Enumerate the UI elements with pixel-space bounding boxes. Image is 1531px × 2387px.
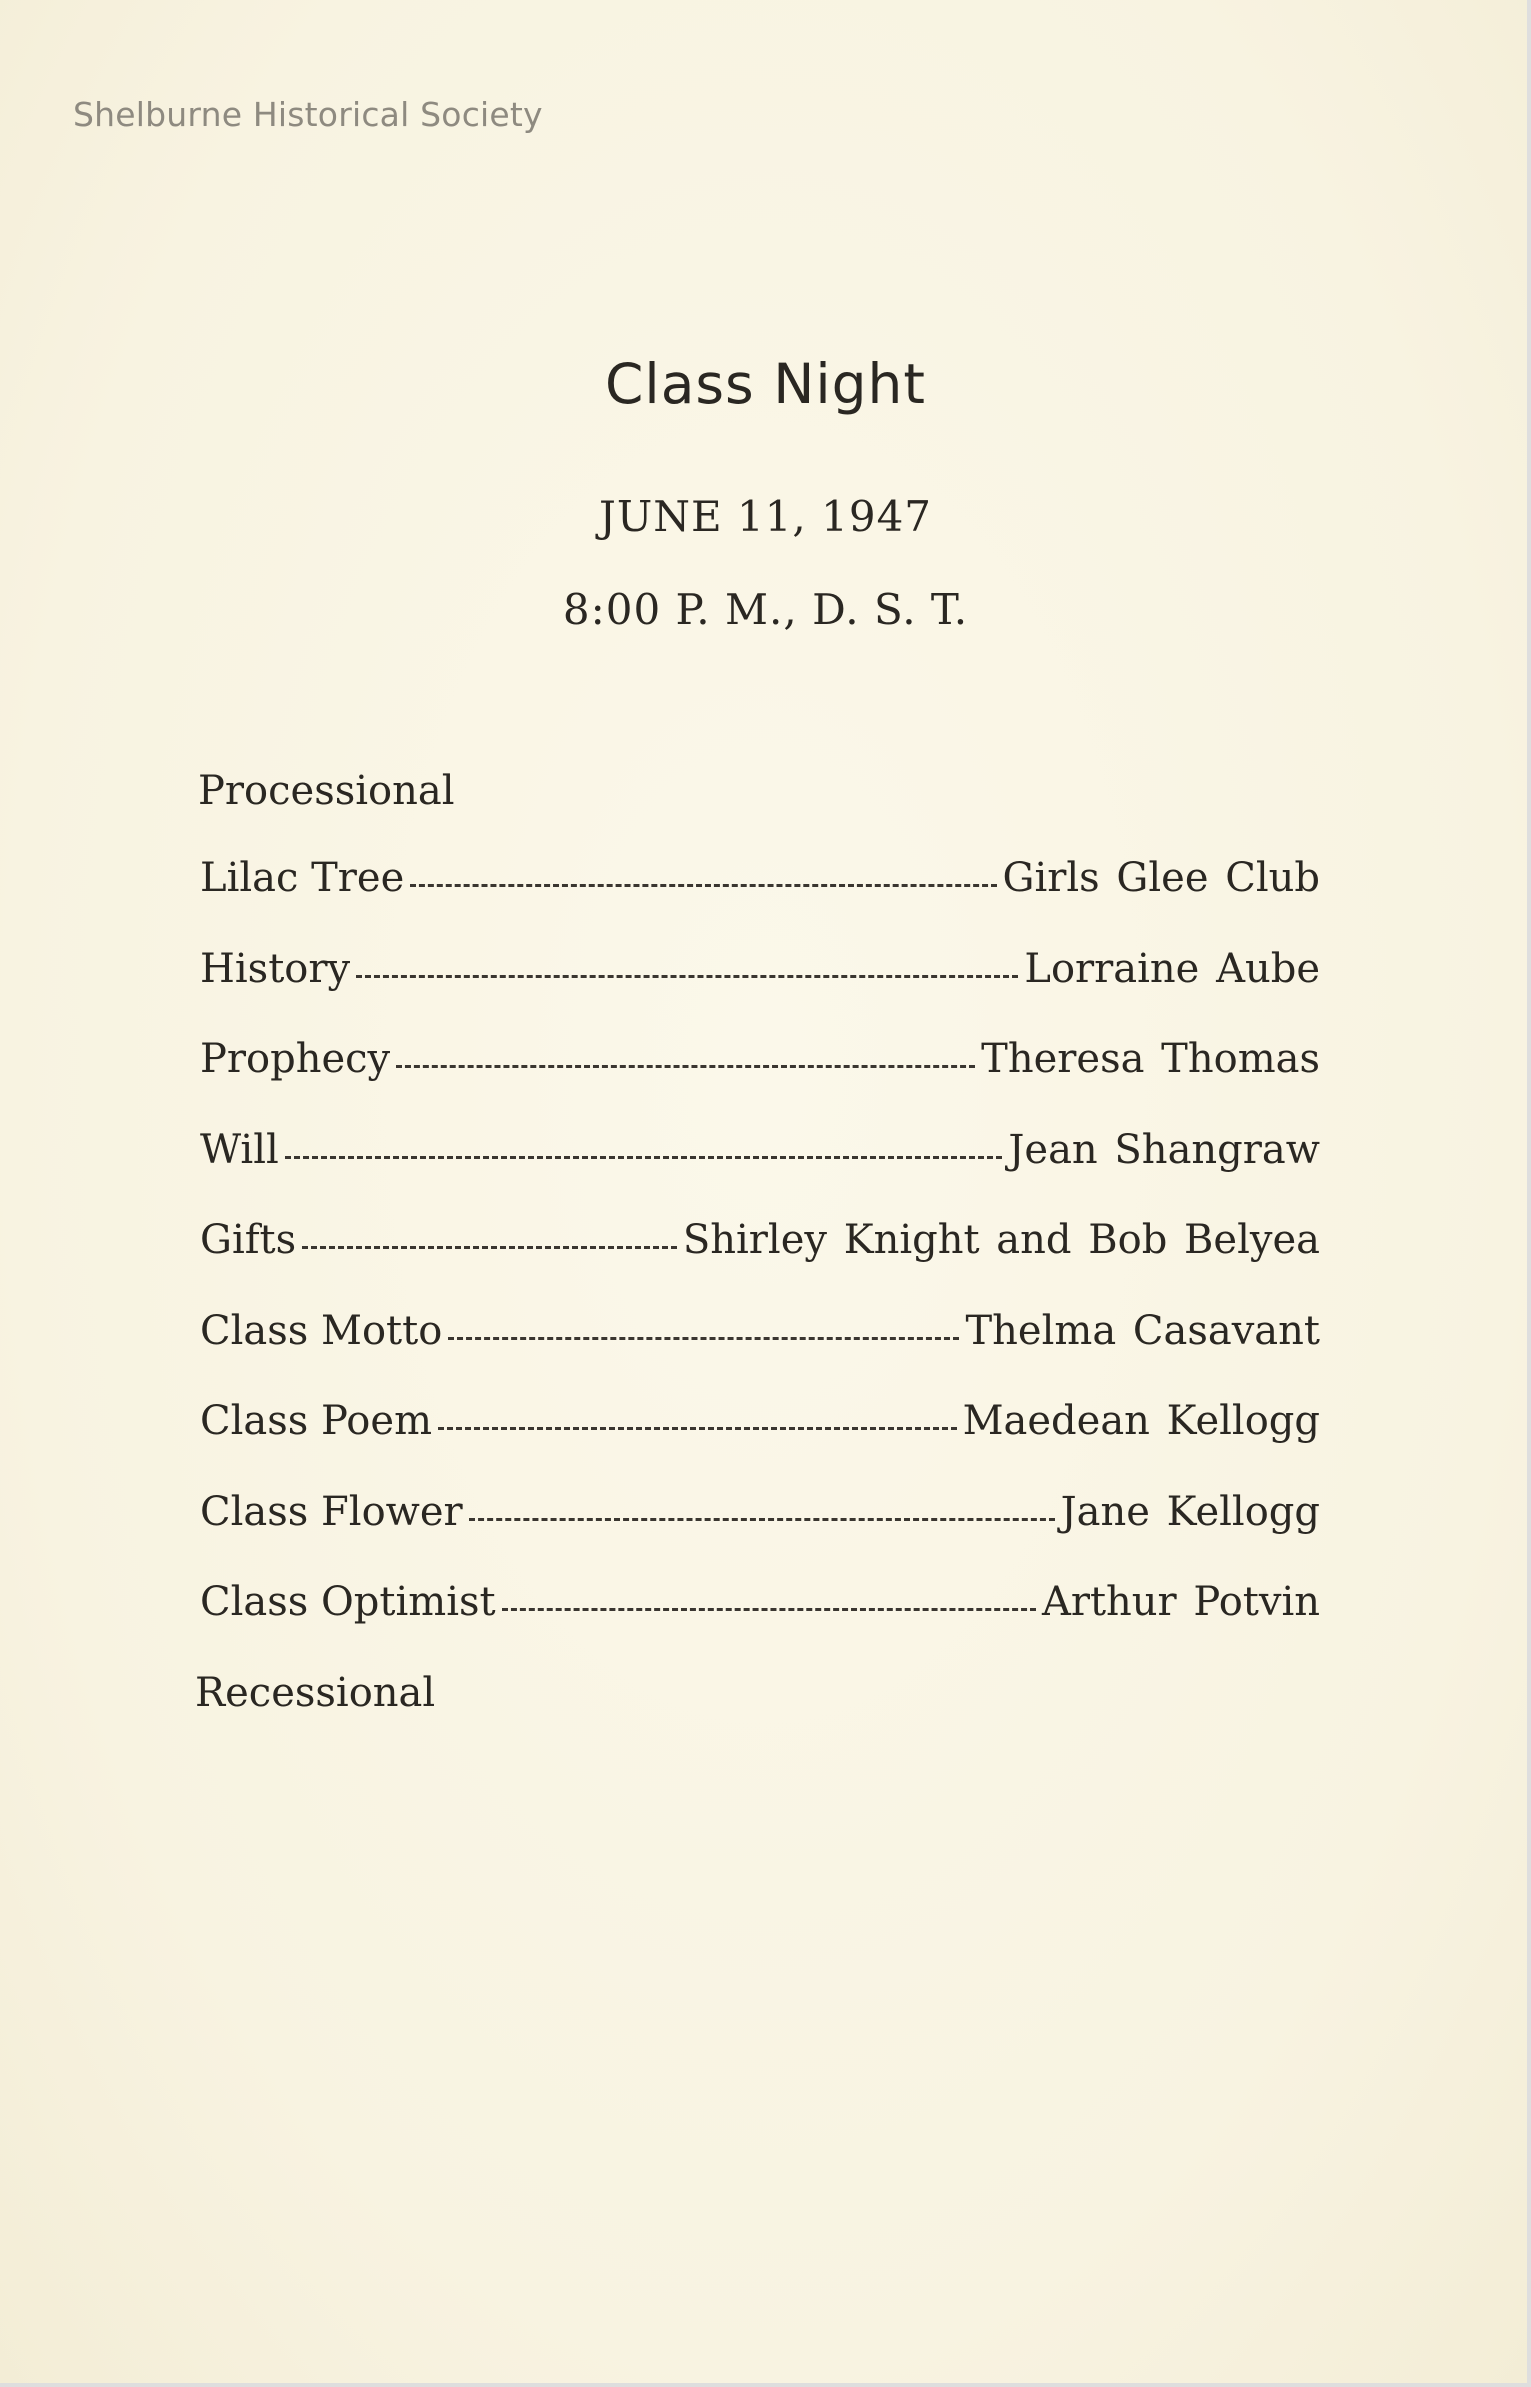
program-part: Class Optimist (200, 1579, 496, 1625)
dotted-leader (302, 1246, 677, 1249)
program-row (200, 1398, 1320, 1489)
program-row (200, 1217, 1320, 1308)
dotted-leader (285, 1156, 1003, 1159)
recessional: Recessional (195, 1670, 436, 1716)
program-performer: Thelma Casavant (965, 1307, 1320, 1354)
program-performer: Jean Shangraw (1008, 1126, 1320, 1173)
page-title: Class Night (605, 352, 926, 416)
dotted-leader (448, 1337, 959, 1340)
program-performer: Theresa Thomas (981, 1036, 1320, 1082)
dotted-leader (469, 1518, 1055, 1521)
program-part: Class Flower (200, 1488, 463, 1535)
dotted-leader (396, 1065, 975, 1068)
program-performer: Jane Kellogg (1060, 1488, 1320, 1535)
program-part: Class Motto (200, 1307, 443, 1354)
program-part: Gifts (200, 1217, 297, 1263)
program-row (200, 946, 1320, 1037)
program-row (200, 855, 1320, 946)
program-performer: Girls Glee Club (1002, 855, 1320, 901)
program-part: Prophecy (200, 1036, 391, 1082)
program-performer: Lorraine Aube (1024, 945, 1320, 992)
watermark: Shelburne Historical Society (73, 95, 543, 134)
dotted-leader (438, 1427, 957, 1430)
program-performer: Maedean Kellogg (962, 1398, 1320, 1444)
program-row (200, 1036, 1320, 1127)
program-row (200, 1579, 1320, 1670)
dotted-leader (356, 975, 1018, 978)
program-list (200, 855, 1320, 1670)
event-date: JUNE 11, 1947 (598, 492, 933, 541)
program-performer: Shirley Knight and Bob Belyea (682, 1217, 1320, 1263)
program-row (200, 1127, 1320, 1218)
program-row (200, 1489, 1320, 1580)
event-time: 8:00 P. M., D. S. T. (562, 585, 969, 634)
program-part: History (200, 945, 351, 992)
program-part: Lilac Tree (200, 855, 405, 901)
program-row (200, 1308, 1320, 1399)
program-part: Will (200, 1126, 279, 1173)
dotted-leader (410, 884, 996, 887)
program-performer: Arthur Potvin (1041, 1579, 1320, 1625)
program-part: Class Poem (200, 1398, 432, 1444)
dotted-leader (502, 1608, 1036, 1611)
processional: Processional (198, 768, 455, 814)
